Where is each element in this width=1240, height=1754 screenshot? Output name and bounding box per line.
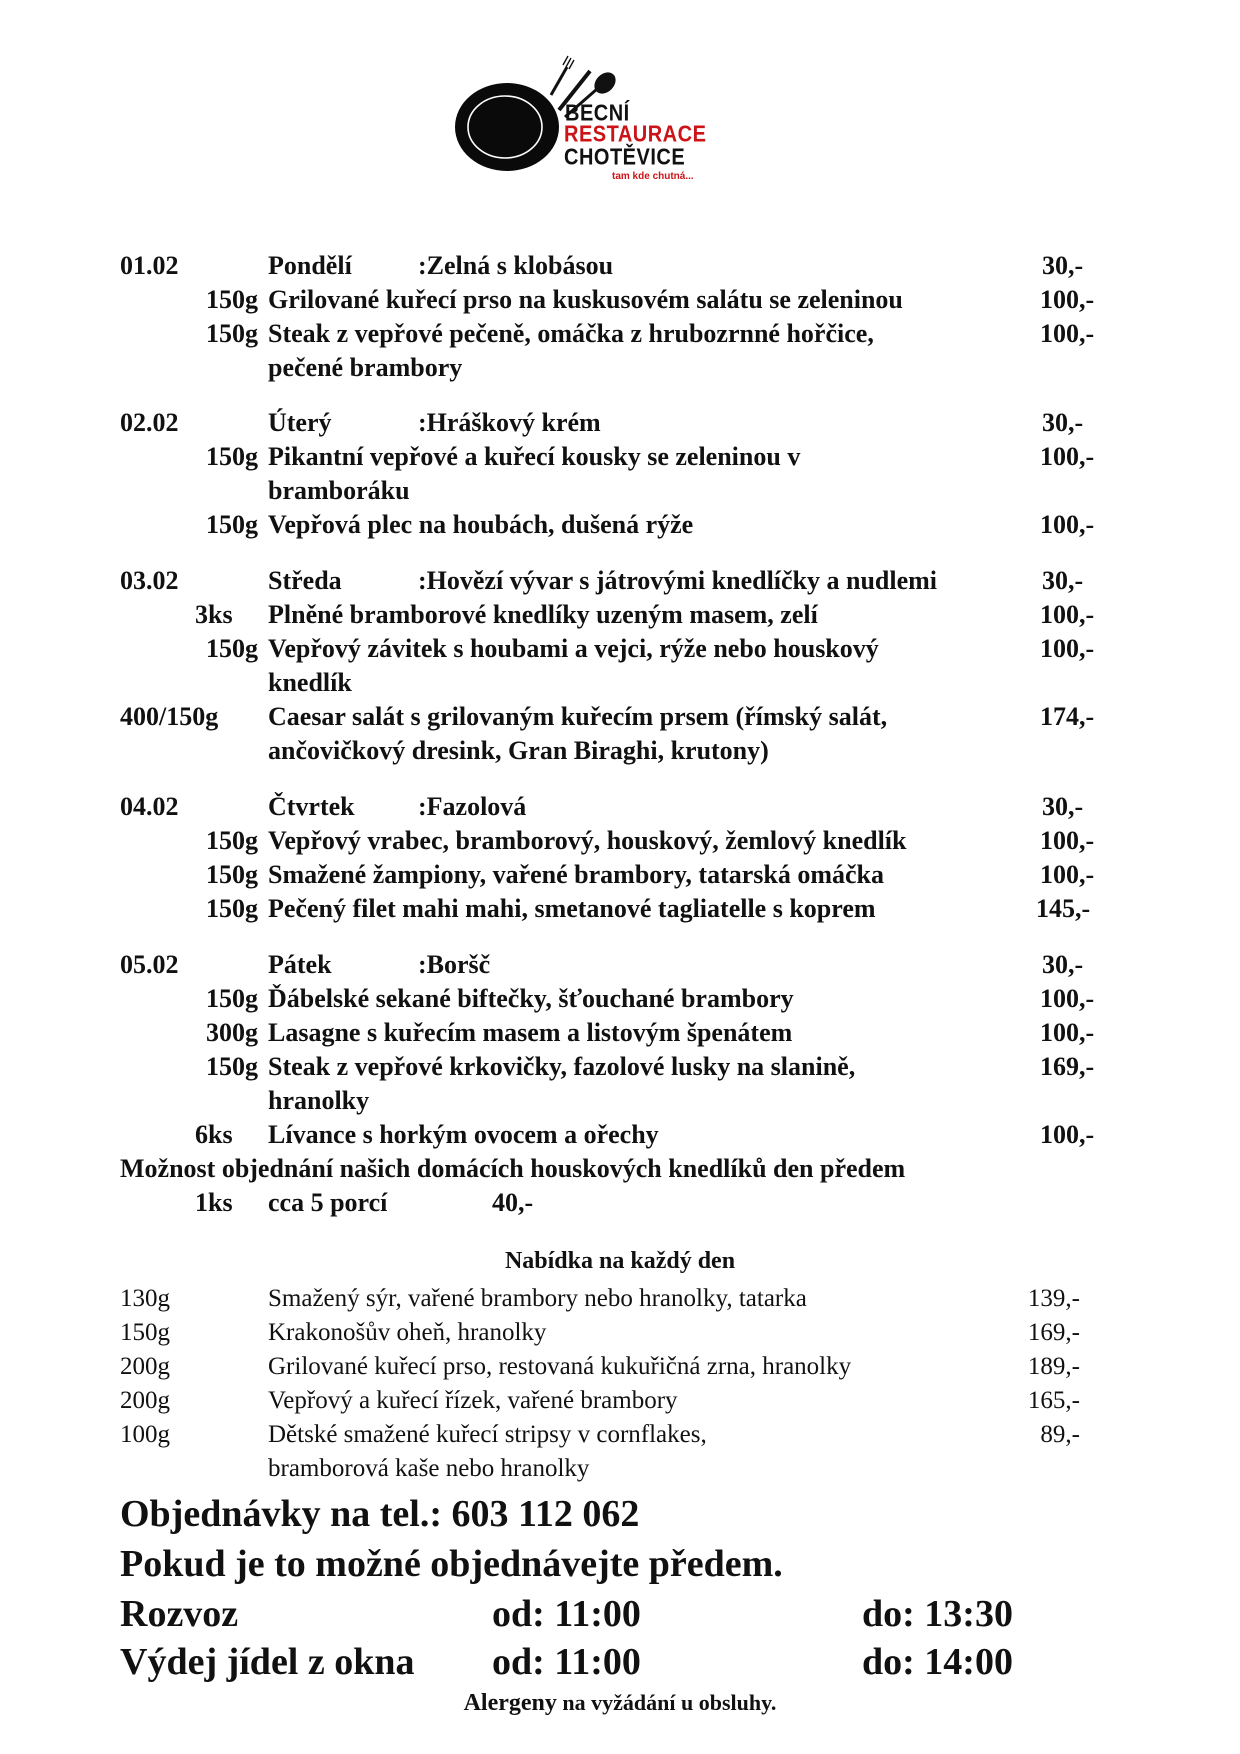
item-price: 189,- [1027,1353,1080,1380]
day-header [0,406,1240,440]
item-desc: ančovičkový dresink, Gran Biraghi, krutony) [268,736,769,765]
logo-line-3: CHOTĚVICE [564,145,686,171]
item-price: 100,- [1040,600,1095,629]
daily-item [0,1282,1240,1316]
menu-item [0,1050,1240,1084]
item-price: 100,- [1040,510,1095,539]
item-desc: bramboráku [268,476,410,505]
day-header [0,790,1240,824]
day-name: Pátek [268,950,332,979]
item-price: 165,- [1027,1387,1080,1414]
item-desc: Plněné bramborové knedlíky uzeným masem, zelí [268,600,818,629]
item-desc: Vepřový závitek s houbami a vejci, rýže nebo houskový [268,634,879,663]
hours-to: do: 13:30 [862,1593,1013,1635]
item-qty: 150g [206,285,258,314]
item-desc: Lívance s horkým ovocem a ořechy [268,1120,659,1149]
dumplings-item [0,1186,1240,1220]
item-price: 169,- [1040,1052,1095,1081]
item-price: 169,- [1027,1319,1080,1346]
order-advance-note [120,1540,1120,1588]
menu-item [0,824,1240,858]
soup-name: :Hovězí vývar s játrovými knedlíčky a nudlemi [418,566,938,595]
hours-row [120,1638,1120,1686]
allergen-note [0,1690,1240,1717]
item-desc: knedlík [268,668,352,697]
menu-item [0,598,1240,632]
item-qty: 150g [206,860,258,889]
item-qty: 300g [206,1018,258,1047]
item-qty: 150g [206,634,258,663]
day-name: Čtvrtek [268,792,355,821]
menu-item [0,1016,1240,1050]
item-desc: Grilované kuřecí prso na kuskusovém salátu se zeleninou [268,285,903,314]
menu-item [0,982,1240,1016]
item-desc: hranolky [268,1086,370,1115]
item-price: 139,- [1027,1285,1080,1312]
item-desc: Vepřová plec na houbách, dušená rýže [268,510,694,539]
menu-item [0,1118,1240,1152]
item-qty: 3ks [195,600,233,629]
order-advance-text: Pokud je to možné objednávejte předem. [120,1543,783,1585]
menu-item [0,892,1240,926]
item-price: 100,- [1040,1018,1095,1047]
soup-price: 30,- [1042,792,1084,821]
item-qty: 400/150g [120,702,219,731]
day-date: 03.02 [120,566,179,595]
menu-item [0,700,1240,734]
item-desc: Ďábelské sekané biftečky, šťouchané brambory [268,984,794,1013]
menu-item-continuation [0,474,1240,508]
item-qty: 150g [206,442,258,471]
soup-name: :Fazolová [418,792,527,821]
day-date: 01.02 [120,251,179,280]
item-qty: 150g [206,510,258,539]
item-qty: 150g [206,826,258,855]
item-qty: 150g [206,894,258,923]
soup-price: 30,- [1042,408,1084,437]
menu-item [0,632,1240,666]
item-qty: 150g [206,1052,258,1081]
item-desc: Pikantní vepřové a kuřecí kousky se zeleninou v [268,442,801,471]
daily-item [0,1316,1240,1350]
hours-label: Rozvoz [120,1593,239,1635]
menu-item [0,283,1240,317]
item-qty: 150g [206,984,258,1013]
day-date: 04.02 [120,792,179,821]
item-desc: cca 5 porcí [268,1188,388,1217]
menu-item [0,508,1240,542]
day-date: 02.02 [120,408,179,437]
hours-label: Výdej jídel z okna [120,1641,415,1683]
item-desc: Vepřový vrabec, bramborový, houskový, žemlový knedlík [268,826,907,855]
daily-item [0,1418,1240,1452]
daily-item [0,1350,1240,1384]
logo-tagline: tam kde chutná... [612,171,694,182]
soup-name: :Boršč [418,950,491,979]
item-price: 100,- [1040,442,1095,471]
menu-item [0,317,1240,351]
daily-offer-title: Nabídka na každý den [504,1248,736,1274]
item-desc: Smažený sýr, vařené brambory nebo hranolky, tatarka [268,1285,807,1312]
day-date: 05.02 [120,950,179,979]
hours-to: do: 14:00 [862,1641,1013,1683]
item-qty: 6ks [195,1120,233,1149]
orders-phone [120,1490,1120,1538]
hours-row [120,1590,1120,1638]
item-desc: Pečený filet mahi mahi, smetanové tagliatelle s koprem [268,894,876,923]
item-price: 89,- [1040,1421,1080,1448]
allergen-text: na vyžádání u obsluhy. [556,1690,777,1715]
allergen-label: Alergeny [463,1690,557,1716]
item-desc: Caesar salát s grilovaným kuřecím prsem (římský salát, [268,702,888,731]
item-desc: Steak z vepřové pečeně, omáčka z hrubozrnné hořčice, [268,319,874,348]
logo-line-1: BECNÍ [565,101,630,127]
day-header [0,564,1240,598]
orders-phone-text: Objednávky na tel.: 603 112 062 [120,1493,640,1535]
soup-price: 30,- [1042,950,1084,979]
day-header [0,249,1240,283]
logo-line-2: RESTAURACE [564,122,707,148]
item-qty: 100g [120,1421,170,1448]
menu-item-continuation [0,351,1240,385]
dumplings-note-row [0,1152,1240,1186]
item-price: 145,- [1036,894,1091,923]
item-desc: Smažené žampiony, vařené brambory, tatarská omáčka [268,860,885,889]
item-desc: pečené brambory [268,353,463,382]
hours-from: od: 11:00 [492,1593,641,1635]
item-desc: Grilované kuřecí prso, restovaná kukuřičná zrna, hranolky [268,1353,852,1380]
hours-from: od: 11:00 [492,1641,641,1683]
item-price: 100,- [1040,826,1095,855]
item-desc: Steak z vepřové krkovičky, fazolové lusky na slanině, [268,1052,856,1081]
soup-name: :Hráškový krém [418,408,601,437]
item-price: 100,- [1040,1120,1095,1149]
item-qty: 1ks [195,1188,233,1217]
item-qty: 200g [120,1353,170,1380]
item-price: 100,- [1040,634,1095,663]
item-price: 100,- [1040,860,1095,889]
soup-price: 30,- [1042,251,1084,280]
item-desc: Dětské smažené kuřecí stripsy v cornflakes, [268,1421,707,1448]
item-qty: 130g [120,1285,170,1312]
soup-price: 30,- [1042,566,1084,595]
item-desc: Lasagne s kuřecím masem a listovým špenátem [268,1018,793,1047]
item-desc: Krakonošův oheň, hranolky [268,1319,547,1346]
restaurant-logo [455,55,755,195]
day-name: Pondělí [268,251,352,280]
item-price: 100,- [1040,984,1095,1013]
dumplings-note: Možnost objednání našich domácích houskových knedlíků den předem [120,1154,906,1183]
menu-item [0,858,1240,892]
day-name: Úterý [268,408,332,437]
item-price: 100,- [1040,319,1095,348]
day-header [0,948,1240,982]
menu-item-continuation [0,1084,1240,1118]
menu-item-continuation [0,734,1240,768]
item-price: 174,- [1040,702,1095,731]
menu-item [0,440,1240,474]
soup-name: :Zelná s klobásou [418,251,614,280]
menu-item-continuation [0,666,1240,700]
item-qty: 150g [120,1319,170,1346]
item-desc: Vepřový a kuřecí řízek, vařené brambory [268,1387,678,1414]
item-qty: 150g [206,319,258,348]
item-price: 40,- [492,1188,534,1217]
daily-item-continuation [0,1452,1240,1486]
item-desc: bramborová kaše nebo hranolky [268,1455,590,1482]
item-qty: 200g [120,1387,170,1414]
daily-item [0,1384,1240,1418]
day-name: Středa [268,566,342,595]
item-price: 100,- [1040,285,1095,314]
